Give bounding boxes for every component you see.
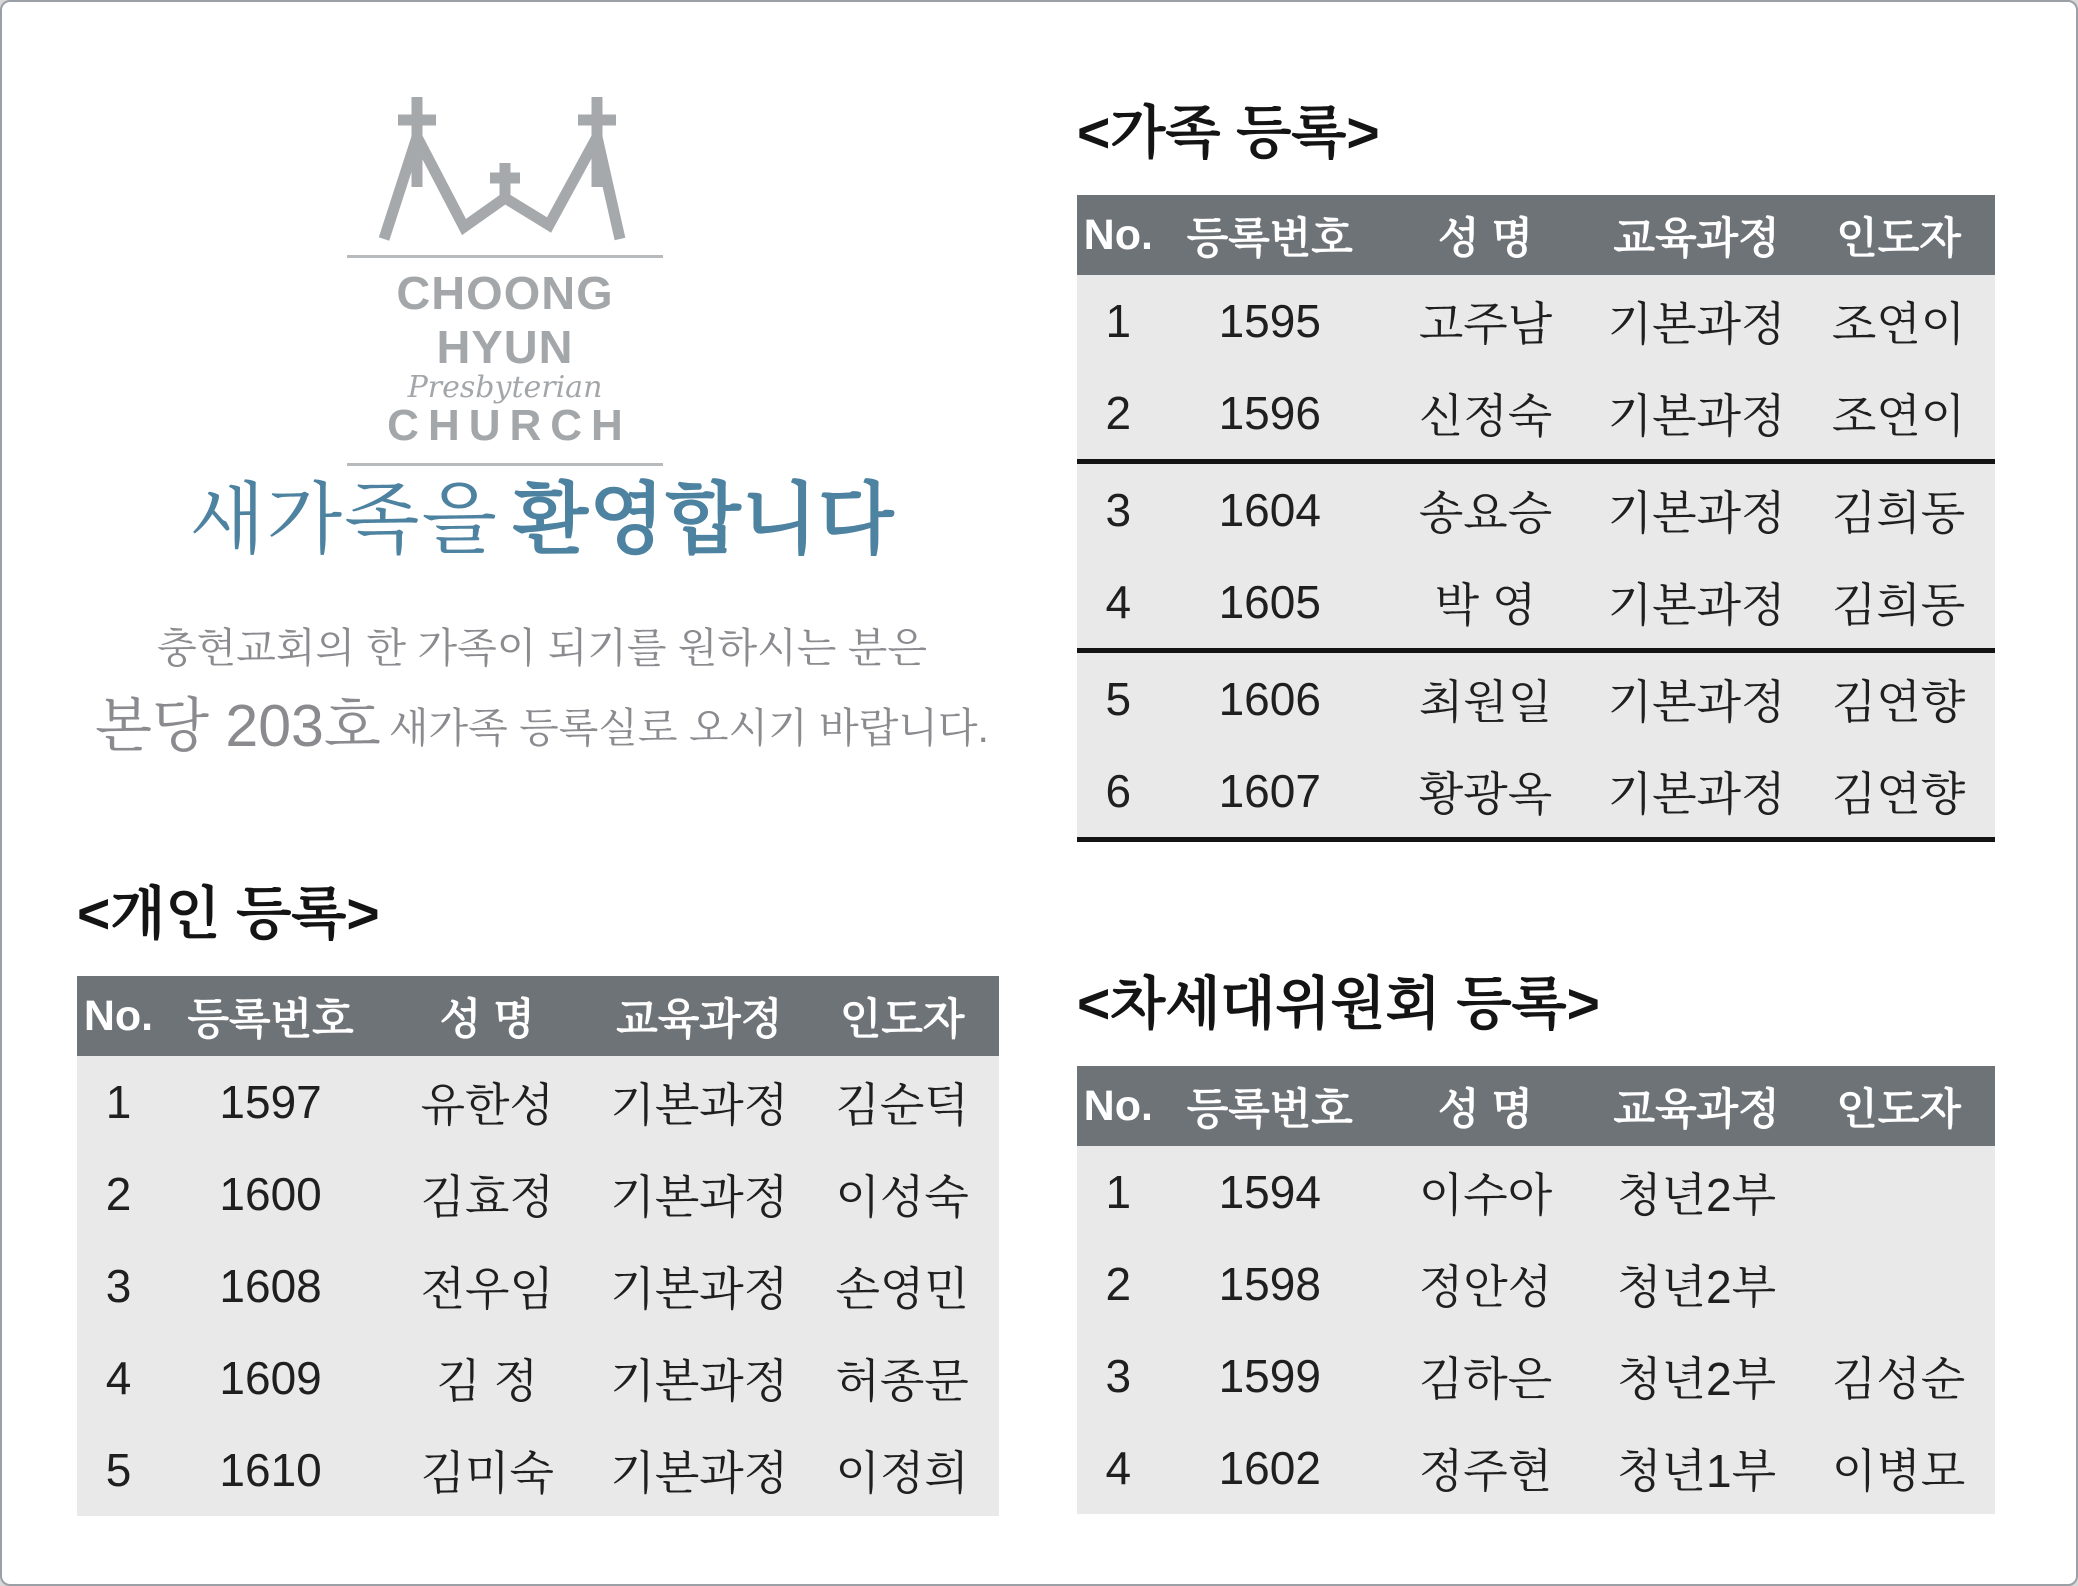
- cell-no: 4: [1077, 556, 1160, 651]
- cell-name: 정주현: [1380, 1422, 1591, 1514]
- col-header-no: No.: [1077, 1066, 1160, 1146]
- cell-regno: 1596: [1160, 367, 1380, 462]
- col-header-regno: 등록번호: [1160, 1066, 1380, 1146]
- cell-name: 박 영: [1380, 556, 1591, 651]
- individual-registration-section: [77, 868, 999, 1516]
- cell-course: 기본과정: [593, 1424, 805, 1516]
- cell-course: 청년2부: [1591, 1330, 1802, 1422]
- church-denomination: Presbyterian: [407, 370, 603, 405]
- cell-guide: [1802, 1238, 1995, 1330]
- nextgen-registration-section: [1077, 958, 1995, 1514]
- table-row: [77, 1332, 999, 1424]
- cell-no: 1: [1077, 275, 1160, 367]
- cell-no: 1: [1077, 1146, 1160, 1238]
- cell-course: 청년2부: [1591, 1238, 1802, 1330]
- table-row: [1077, 1238, 1995, 1330]
- cell-guide: 이성숙: [805, 1148, 999, 1240]
- church-word: CHURCH: [387, 401, 632, 450]
- individual-registration-table: [77, 976, 999, 1516]
- nextgen-table-title: <차세대위원회 등록>: [1077, 972, 1600, 1036]
- cell-name: 김효정: [381, 1148, 593, 1240]
- cell-name: 정안성: [1380, 1238, 1591, 1330]
- welcome-subtitle-line2-rest: 새가족 등록실로 오시기 바랍니다.: [388, 705, 989, 751]
- table-header-row: [77, 976, 999, 1056]
- table-row: [1077, 1422, 1995, 1514]
- table-header-row: [1077, 1066, 1995, 1146]
- family-registration-section: [1077, 87, 1995, 842]
- cell-regno: 1606: [1160, 651, 1380, 746]
- cell-regno: 1600: [160, 1148, 381, 1240]
- welcome-title-bold: 환영합니다: [512, 474, 895, 565]
- cell-name: 황광옥: [1380, 745, 1591, 840]
- col-header-course: 교육과정: [593, 976, 805, 1056]
- cell-guide: 김연향: [1802, 651, 1995, 746]
- cell-name: 김하은: [1380, 1330, 1591, 1422]
- col-header-name: 성 명: [381, 976, 593, 1056]
- cell-course: 기본과정: [1591, 651, 1802, 746]
- cell-course: 기본과정: [1591, 556, 1802, 651]
- table-row: [77, 1148, 999, 1240]
- col-header-regno: 등록번호: [1160, 195, 1380, 275]
- cell-regno: 1597: [160, 1056, 381, 1148]
- table-row: [77, 1424, 999, 1516]
- cell-guide: 김성순: [1802, 1330, 1995, 1422]
- table-row: [1077, 1146, 1995, 1238]
- cell-guide: 손영민: [805, 1240, 999, 1332]
- table-row: [1077, 367, 1995, 462]
- cell-course: 기본과정: [593, 1056, 805, 1148]
- cell-name: 고주남: [1380, 275, 1591, 367]
- cell-course: 청년2부: [1591, 1146, 1802, 1238]
- table-row: [77, 1240, 999, 1332]
- cell-regno: 1594: [1160, 1146, 1380, 1238]
- table-header-row: [1077, 195, 1995, 275]
- cell-name: 최원일: [1380, 651, 1591, 746]
- cell-name: 김미숙: [381, 1424, 593, 1516]
- cell-guide: 이정희: [805, 1424, 999, 1516]
- three-crosses-church-icon: [347, 77, 663, 249]
- cell-guide: 허종문: [805, 1332, 999, 1424]
- table-row: [1077, 745, 1995, 840]
- cell-no: 1: [77, 1056, 160, 1148]
- cell-name: 김 정: [381, 1332, 593, 1424]
- col-header-name: 성 명: [1380, 195, 1591, 275]
- cell-regno: 1605: [1160, 556, 1380, 651]
- cell-course: 기본과정: [593, 1240, 805, 1332]
- col-header-guide: 인도자: [1802, 1066, 1995, 1146]
- col-header-name: 성 명: [1380, 1066, 1591, 1146]
- cell-course: 기본과정: [1591, 367, 1802, 462]
- cell-no: 2: [1077, 1238, 1160, 1330]
- col-header-guide: 인도자: [805, 976, 999, 1056]
- cell-name: 이수아: [1380, 1146, 1591, 1238]
- cell-no: 2: [77, 1148, 160, 1240]
- cell-regno: 1604: [1160, 462, 1380, 557]
- welcome-title-light: 새가족을: [189, 475, 499, 565]
- cell-guide: 조연이: [1802, 367, 1995, 462]
- cell-guide: 김희동: [1802, 556, 1995, 651]
- col-header-course: 교육과정: [1591, 1066, 1802, 1146]
- cell-course: 기본과정: [593, 1148, 805, 1240]
- table-row: [1077, 651, 1995, 746]
- room-number: 본당 203호: [95, 693, 381, 759]
- cell-no: 3: [1077, 1330, 1160, 1422]
- cell-guide: 김순덕: [805, 1056, 999, 1148]
- table-row: [1077, 1330, 1995, 1422]
- cell-regno: 1608: [160, 1240, 381, 1332]
- cell-guide: 이병모: [1802, 1422, 1995, 1514]
- col-header-course: 교육과정: [1591, 195, 1802, 275]
- cell-regno: 1607: [1160, 745, 1380, 840]
- cell-no: 4: [1077, 1422, 1160, 1514]
- col-header-no: No.: [1077, 195, 1160, 275]
- table-row: [1077, 556, 1995, 651]
- cell-guide: 조연이: [1802, 275, 1995, 367]
- cell-regno: 1598: [1160, 1238, 1380, 1330]
- cell-course: 기본과정: [593, 1332, 805, 1424]
- cell-name: 전우임: [381, 1240, 593, 1332]
- welcome-subtitle-line1: 충현교회의 한 가족이 되기를 원하시는 분은: [157, 625, 927, 671]
- col-header-regno: 등록번호: [160, 976, 381, 1056]
- cell-name: 신정숙: [1380, 367, 1591, 462]
- family-registration-table: [1077, 195, 1995, 842]
- cell-regno: 1602: [1160, 1422, 1380, 1514]
- cell-regno: 1610: [160, 1424, 381, 1516]
- cell-guide: 김연향: [1802, 745, 1995, 840]
- cell-course: 기본과정: [1591, 462, 1802, 557]
- nextgen-registration-table: [1077, 1066, 1995, 1514]
- cell-course: 기본과정: [1591, 275, 1802, 367]
- col-header-no: No.: [77, 976, 160, 1056]
- welcome-title: [42, 457, 1042, 569]
- cell-no: 6: [1077, 745, 1160, 840]
- cell-regno: 1595: [1160, 275, 1380, 367]
- table-row: [77, 1056, 999, 1148]
- cell-no: 5: [77, 1424, 160, 1516]
- cell-no: 3: [77, 1240, 160, 1332]
- cell-course: 청년1부: [1591, 1422, 1802, 1514]
- cell-name: 유한성: [381, 1056, 593, 1148]
- cell-no: 5: [1077, 651, 1160, 746]
- church-name: CHOONG HYUN: [396, 267, 614, 373]
- logo-divider-top: [347, 255, 663, 258]
- cell-no: 2: [1077, 367, 1160, 462]
- individual-table-title: <개인 등록>: [77, 882, 380, 946]
- cell-course: 기본과정: [1591, 745, 1802, 840]
- church-logo: [347, 77, 663, 474]
- cell-no: 3: [1077, 462, 1160, 557]
- cell-regno: 1599: [1160, 1330, 1380, 1422]
- table-row: [1077, 275, 1995, 367]
- cell-regno: 1609: [160, 1332, 381, 1424]
- col-header-guide: 인도자: [1802, 195, 1995, 275]
- cell-guide: 김희동: [1802, 462, 1995, 557]
- welcome-subtitle-line2: [42, 678, 1042, 763]
- cell-no: 4: [77, 1332, 160, 1424]
- family-table-title: <가족 등록>: [1077, 101, 1380, 165]
- cell-name: 송요승: [1380, 462, 1591, 557]
- cell-guide: [1802, 1146, 1995, 1238]
- table-row: [1077, 462, 1995, 557]
